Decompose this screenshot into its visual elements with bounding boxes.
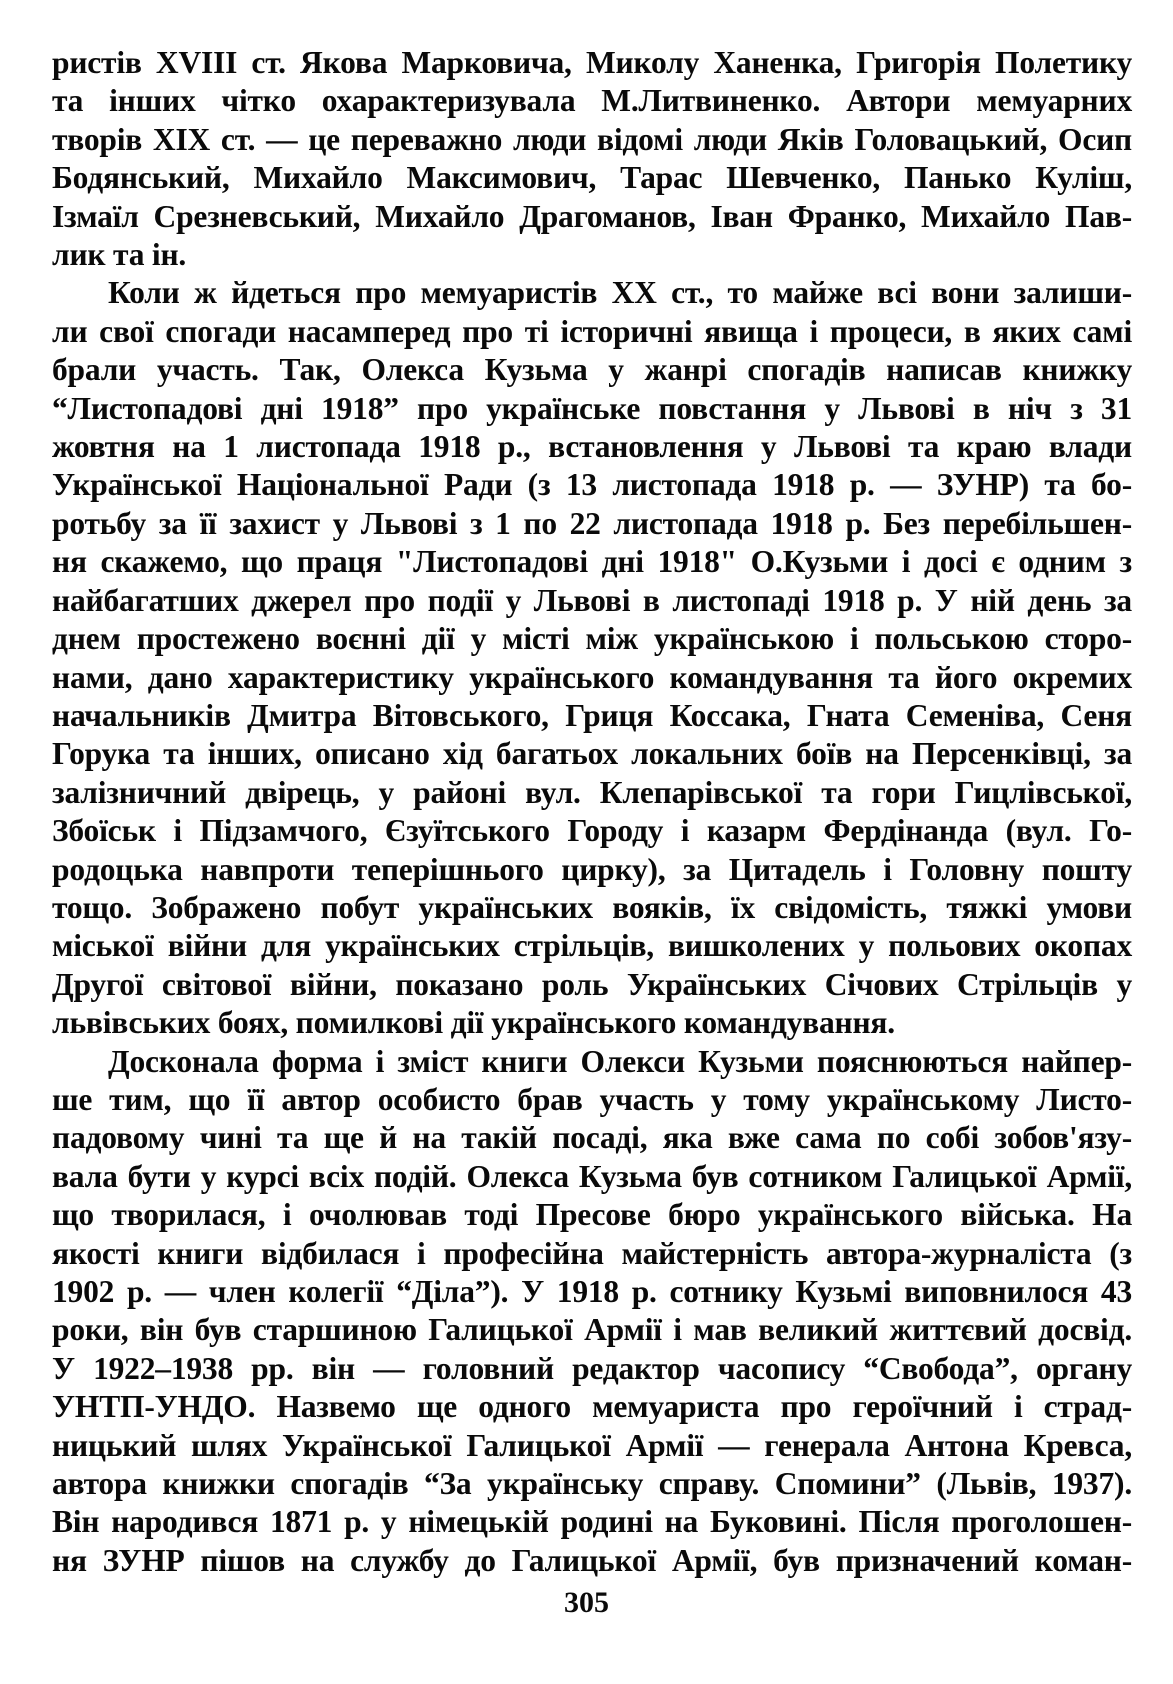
paragraph-2 [52,274,1132,1042]
text-line: роки, він був старшиною Галицької Армії і мав великий життєвий досвід. [52,1312,1132,1348]
text-line: Збоїськ і Підзамчого, Єзуїтського Городу і казарм Фердінанда (вул. Го- [52,813,1132,849]
text-line: творів XIX ст. — це переважно люди відомі люди Яків Головацький, Осип [52,121,1132,157]
page-body [52,44,1132,1580]
text-line: та інших чітко охарактеризувала М.Литвиненко. Автори мемуарних [52,83,1132,119]
text-line: залізничний двірець, у районі вул. Клепарівської та гори Гицлівської, [52,774,1132,810]
text-line: У 1922–1938 рр. він — головний редактор часопису “Свобода”, органу [52,1350,1132,1386]
text-line: нами, дано характеристику українського командування та його окремих [52,659,1132,695]
text-line: начальників Дмитра Вітовського, Гриця Коссака, Гната Семеніва, Сеня [52,697,1132,733]
text-line: ня скажемо, що праця "Листопадові дні 1918" О.Кузьми і досі є одним з [52,544,1132,580]
text-line: Ізмаїл Срезневський, Михайло Драгоманов, Іван Франко, Михайло Пав- [52,198,1132,234]
page-number: 305 [564,1586,609,1619]
text-line: брали участь. Так, Олекса Кузьма у жанрі спогадів написав книжку [52,352,1132,388]
text-line: вала бути у курсі всіх подій. Олекса Кузьма був сотником Галицької Армії, [52,1158,1132,1194]
text-line: падовому чині та ще й на такій посаді, яка вже сама по собі зобов'язу- [52,1120,1132,1156]
text-line: львівських боях, помилкові дії українського командування. [52,1005,895,1041]
text-line: родоцька навпроти теперішнього цирку), за Цитадель і Головну пошту [52,851,1132,887]
text-line: Досконала форма і зміст книги Олекси Кузьми пояснюються найпер- [108,1043,1132,1079]
text-line: Бодянський, Михайло Максимович, Тарас Шевченко, Панько Куліш, [52,160,1132,196]
text-line: УНТП-УНДО. Назвемо ще одного мемуариста про героїчний і страд- [52,1389,1132,1425]
text-line: “Листопадові дні 1918” про українське повстання у Львові в ніч з 31 [52,390,1132,426]
text-line: ротьбу за її захист у Львові з 1 по 22 листопада 1918 р. Без перебільшен- [52,505,1132,541]
paragraph-3 [52,1043,1132,1581]
text-line: Він народився 1871 р. у німецькій родині на Буковині. Після проголошен- [52,1504,1132,1540]
text-line: міської війни для українських стрільців, вишколених у польових окопах [52,928,1132,964]
text-line: ше тим, що її автор особисто брав участь у тому українському Листо- [52,1081,1132,1117]
text-line: ницький шлях Української Галицької Армії — генерала Антона Кревса, [52,1427,1132,1463]
text-line: ня ЗУНР пішов на службу до Галицької Армії, був призначений коман- [52,1542,1132,1578]
text-line: Української Національної Ради (з 13 листопада 1918 р. — ЗУНР) та бо- [52,467,1132,503]
paragraph-1 [52,44,1132,274]
text-line: жовтня на 1 листопада 1918 р., встановлення у Львові та краю влади [52,429,1132,465]
text-line: Другої світової війни, показано роль Українських Січових Стрільців у [52,966,1132,1002]
text-line: що творилася, і очолював тоді Пресове бюро українського війська. На [52,1197,1132,1233]
text-line: ристів XVIII ст. Якова Марковича, Миколу Ханенка, Григорія Полетику [52,45,1132,80]
text-line: лик та ін. [52,237,187,273]
text-line: найбагатших джерел про події у Львові в листопаді 1918 р. У ній день за [52,582,1132,618]
text-line: днем простежено воєнні дії у місті між українською і польською сторо- [52,621,1132,657]
text-line: ли свої спогади насамперед про ті історичні явища і процеси, в яких самі [52,313,1132,349]
text-line: тощо. Зображено побут українських вояків, їх свідомість, тяжкі умови [52,889,1132,925]
text-line: автора книжки спогадів “За українську справу. Спомини” (Львів, 1937). [52,1466,1132,1502]
text-line: якості книги відбилася і професійна майстерність автора-журналіста (з [52,1235,1132,1271]
text-line: Горука та інших, описано хід багатьох локальних боїв на Персенківці, за [52,736,1132,772]
text-line: 1902 р. — член колегії “Діла”). У 1918 р. сотнику Кузьмі виповнилося 43 [52,1274,1132,1309]
text-line: Коли ж йдеться про мемуаристів XX ст., то майже всі вони залиши- [108,275,1132,311]
